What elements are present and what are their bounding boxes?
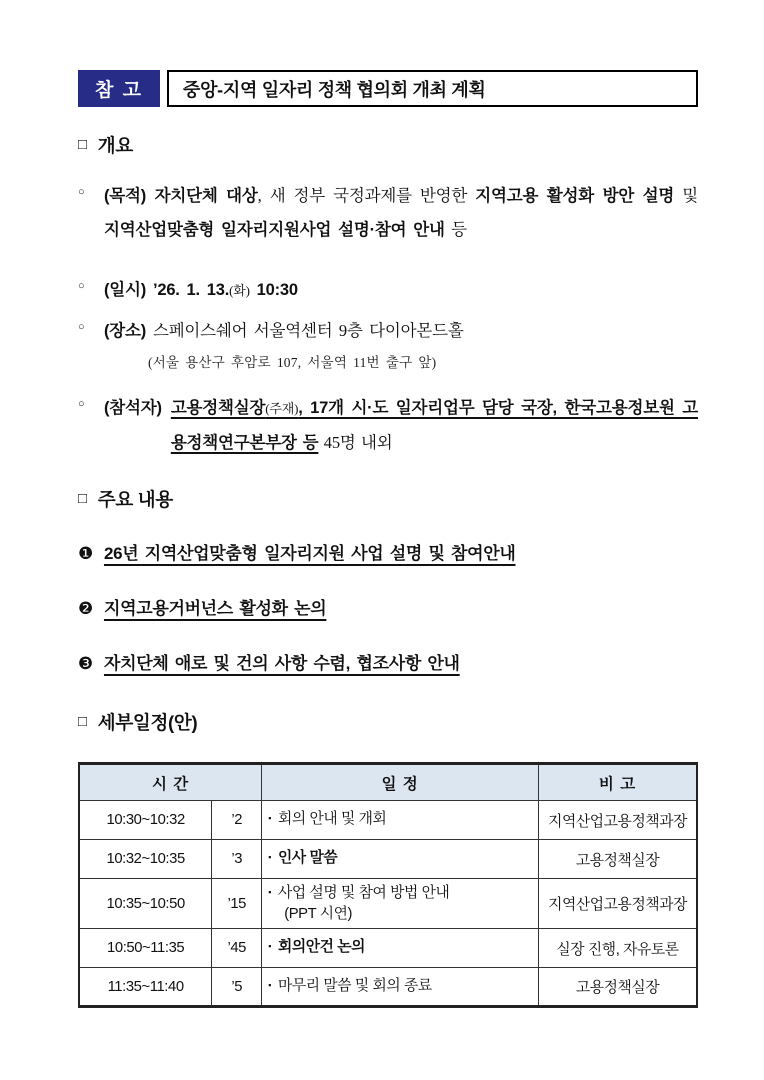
- agenda-text: 회의안건 논의: [277, 939, 366, 955]
- schedule-row: [79, 929, 697, 968]
- schedule-time-cell: 10:50~11:35: [79, 929, 212, 968]
- circle-marker-icon: ○: [78, 321, 85, 333]
- schedule-remark-cell: 고용정책실장: [539, 840, 697, 879]
- agenda-text: 사업 설명 및 참여 방법 안내: [277, 885, 450, 901]
- schedule-duration-cell: ’3: [212, 840, 262, 879]
- schedule-row: [79, 879, 697, 929]
- text-segment: 고용정책실장: [170, 399, 266, 417]
- text-segment: 및: [674, 186, 698, 205]
- text-segment: 스페이스쉐어 서울역센터 9층 다이아몬드홀: [152, 321, 464, 340]
- venue-main-text: [104, 321, 464, 340]
- agenda-text: 마무리 말씀 및 회의 종료: [277, 977, 432, 994]
- circle-marker-icon: ○: [78, 280, 85, 292]
- list-item-attendees: [78, 391, 698, 460]
- schedule-row: [79, 840, 697, 879]
- schedule-time-cell: 10:32~10:35: [79, 840, 212, 879]
- numbered-circle-icon: ❸: [78, 654, 93, 674]
- bullet-icon: ▪: [268, 979, 271, 990]
- col-header-agenda: 일 정: [262, 764, 539, 801]
- text-segment: , 17개 시·도 일자리업무 담당 국장, 한국고용정보원 고용정책연구본부장 등: [170, 399, 698, 452]
- square-marker-icon: □: [78, 489, 87, 507]
- schedule-duration-cell: ’45: [212, 929, 262, 968]
- section-heading-label: 개요: [97, 135, 133, 156]
- section-heading-schedule: [78, 709, 698, 735]
- circle-marker-icon: ○: [78, 186, 85, 198]
- main-point-1: [78, 541, 698, 567]
- main-point-2: [78, 596, 698, 622]
- bullet-icon: ▪: [268, 941, 271, 951]
- bullet-icon: ▪: [268, 813, 271, 823]
- text-segment: (장소): [104, 322, 153, 340]
- bullet-icon: ▪: [268, 887, 271, 897]
- schedule-table: [78, 762, 698, 1008]
- list-item-purpose: [78, 179, 698, 247]
- numbered-circle-icon: ❶: [78, 544, 93, 564]
- schedule-time-cell: 10:35~10:50: [79, 879, 212, 929]
- document-header: [78, 70, 698, 107]
- schedule-table-body: [79, 801, 697, 1007]
- numbered-circle-icon: ❷: [78, 599, 93, 619]
- text-segment: 45명 내외: [318, 433, 393, 452]
- list-item-venue: [78, 314, 698, 378]
- schedule-duration-cell: ’15: [212, 879, 262, 929]
- main-point-3: [78, 651, 698, 677]
- col-header-time: 시 간: [79, 764, 262, 801]
- text-segment: (주재): [265, 401, 299, 416]
- attendees-content: [171, 391, 698, 460]
- text-segment: (화): [229, 283, 250, 298]
- schedule-duration-cell: ’2: [212, 801, 262, 840]
- text-segment: ’26. 1. 13.: [152, 281, 230, 299]
- text-segment: (일시): [104, 281, 153, 299]
- section-heading-main-points: [78, 486, 698, 512]
- attendees-text: [104, 391, 698, 460]
- reference-badge: 참 고: [78, 70, 160, 107]
- text-segment: , 새 정부 국정과제를 반영한: [257, 186, 476, 205]
- venue-address-note: (서울 용산구 후암로 107, 서울역 11번 출구 앞): [148, 355, 437, 370]
- agenda-subtext: (PPT 시연): [284, 906, 353, 922]
- schedule-time-cell: 11:35~11:40: [79, 968, 212, 1007]
- text-segment: 지역산업맞춤형 일자리지원사업 설명·참여 안내: [104, 221, 445, 239]
- document-title: 중앙-지역 일자리 정책 협의회 개최 계획: [167, 70, 698, 107]
- schedule-agenda-cell: [262, 929, 539, 968]
- circle-marker-icon: ○: [78, 398, 85, 410]
- text-segment: (목적) 자치단체 대상: [104, 187, 258, 205]
- agenda-text: 회의 안내 및 개회: [277, 811, 387, 827]
- schedule-row: [79, 968, 697, 1007]
- list-item-datetime: [78, 273, 698, 307]
- section-heading-overview: [78, 132, 698, 158]
- main-point-text: 지역고용거버넌스 활성화 논의: [103, 599, 327, 618]
- agenda-text: 인사 말씀: [277, 850, 338, 866]
- schedule-remark-cell: 지역산업고용정책과장: [539, 801, 697, 840]
- schedule-agenda-cell: [262, 840, 539, 879]
- schedule-agenda-cell: [262, 968, 539, 1007]
- main-point-text: 26년 지역산업맞춤형 일자리지원 사업 설명 및 참여안내: [103, 544, 516, 563]
- text-segment: 지역고용 활성화 방안 설명: [475, 187, 675, 205]
- attendees-label: (참석자): [104, 399, 162, 417]
- schedule-header-row: [79, 764, 697, 801]
- text-segment: 10:30: [249, 281, 298, 299]
- section-heading-label: 세부일정(안): [97, 712, 198, 733]
- schedule-remark-cell: 실장 진행, 자유토론: [539, 929, 697, 968]
- text-segment: 등: [444, 220, 467, 239]
- square-marker-icon: □: [78, 712, 87, 730]
- bullet-icon: ▪: [268, 852, 271, 862]
- venue-text: [104, 314, 698, 378]
- schedule-duration-cell: ’5: [212, 968, 262, 1007]
- main-point-text: 자치단체 애로 및 건의 사항 수렴, 협조사항 안내: [103, 654, 460, 673]
- datetime-text: [104, 273, 698, 307]
- schedule-remark-cell: 고용정책실장: [539, 968, 697, 1007]
- schedule-remark-cell: 지역산업고용정책과장: [539, 879, 697, 929]
- schedule-agenda-cell: [262, 801, 539, 840]
- square-marker-icon: □: [78, 135, 87, 153]
- schedule-agenda-cell: [262, 879, 539, 929]
- section-heading-label: 주요 내용: [97, 489, 173, 510]
- purpose-text: [104, 179, 698, 247]
- schedule-row: [79, 801, 697, 840]
- schedule-time-cell: 10:30~10:32: [79, 801, 212, 840]
- col-header-remark: 비 고: [539, 764, 697, 801]
